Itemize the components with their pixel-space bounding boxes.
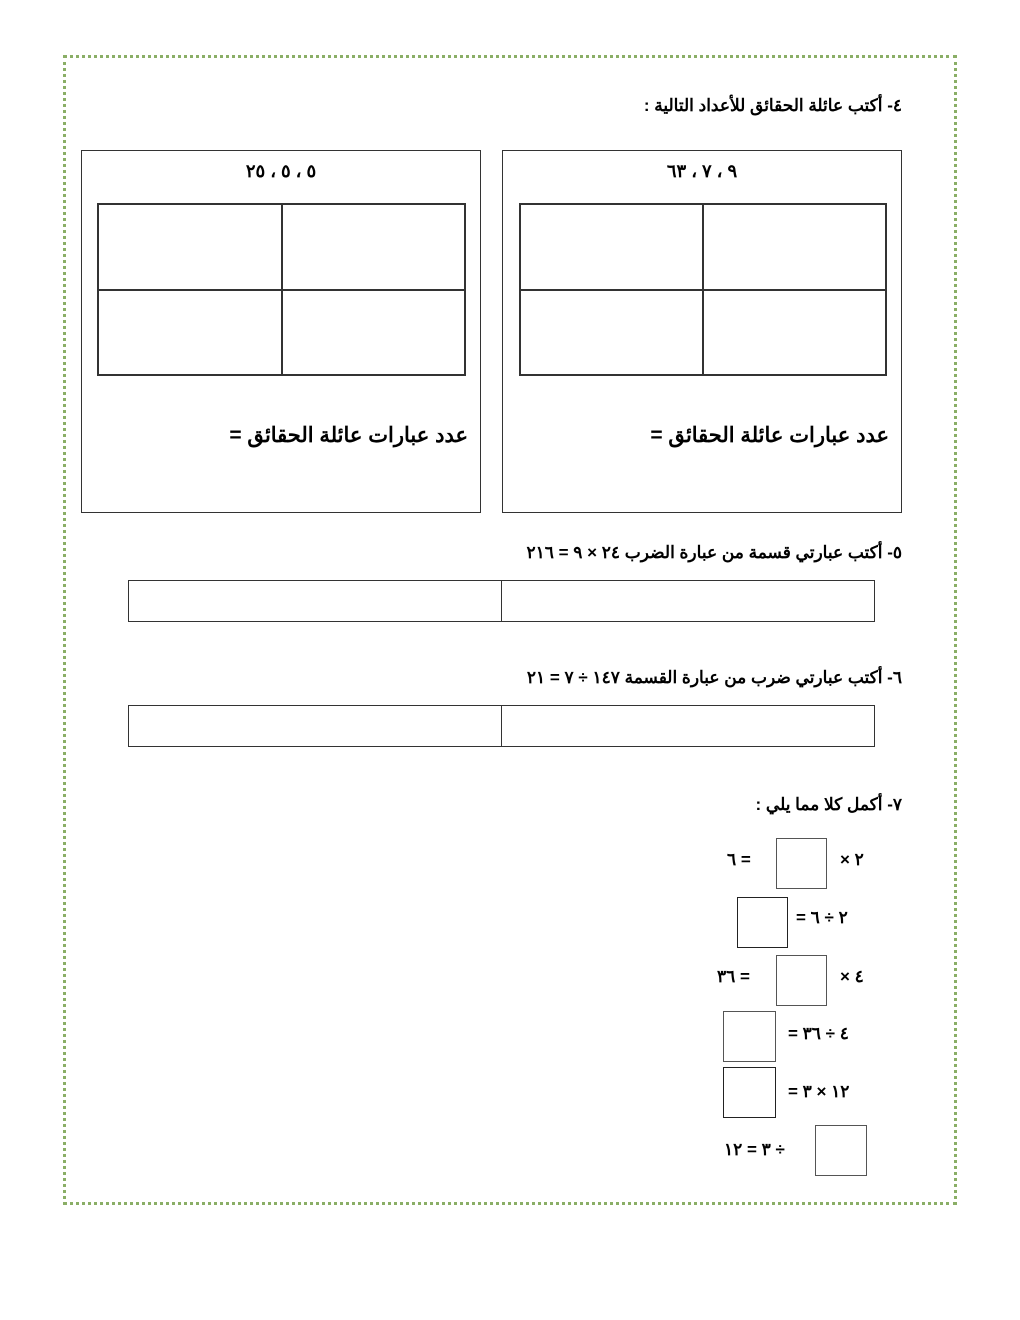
eq5-answer-box[interactable] <box>723 1067 776 1118</box>
eq4-right: = ٤ ÷ ٣٦ <box>788 1024 849 1043</box>
answer-cell[interactable] <box>129 581 502 621</box>
eq3-left: ٣٦ = <box>717 967 750 986</box>
eq6-answer-box[interactable] <box>815 1125 867 1176</box>
q6-answer-row[interactable] <box>128 705 875 747</box>
eq1-right: × ٢ <box>840 850 864 869</box>
q5-title: ٥- أكتب عبارتي قسمة من عبارة الضرب ٢٤ × ٩ = ٢١٦ <box>526 543 902 562</box>
count-label: عدد عبارات عائلة الحقائق = <box>650 424 889 447</box>
panel-numbers: ٥ ، ٥ ، ٢٥ <box>245 161 317 181</box>
answer-grid[interactable] <box>97 203 466 376</box>
q7-title: ٧- أكمل كلا مما يلي : <box>755 795 902 814</box>
eq2-answer-box[interactable] <box>737 897 788 948</box>
eq1-left: ٦ = <box>727 850 751 869</box>
answer-cell[interactable] <box>129 706 502 746</box>
answer-grid[interactable] <box>519 203 887 376</box>
count-label: عدد عبارات عائلة الحقائق = <box>229 424 468 447</box>
panel-numbers: ٩ ، ٧ ، ٦٣ <box>666 161 738 181</box>
q6-title: ٦- أكتب عبارتي ضرب من عبارة القسمة ١٤٧ ÷ ٧ = ٢١ <box>526 668 902 687</box>
eq3-right: × ٤ <box>840 967 864 986</box>
answer-cell[interactable] <box>502 706 875 746</box>
eq2-right: = ٢ ÷ ٦ <box>796 908 848 927</box>
q4-title: ٤- أكتب عائلة الحقائق للأعداد التالية : <box>643 96 902 115</box>
q5-answer-row[interactable] <box>128 580 875 622</box>
eq1-answer-box[interactable] <box>776 838 827 889</box>
eq3-answer-box[interactable] <box>776 955 827 1006</box>
fact-family-panel-1 <box>502 150 902 513</box>
fact-family-panel-2 <box>81 150 481 513</box>
eq6-left: ٣ = ١٢ ÷ <box>724 1140 785 1159</box>
eq5-right: = ١٢ × ٣ <box>788 1082 850 1101</box>
answer-cell[interactable] <box>502 581 875 621</box>
eq4-answer-box[interactable] <box>723 1011 776 1062</box>
